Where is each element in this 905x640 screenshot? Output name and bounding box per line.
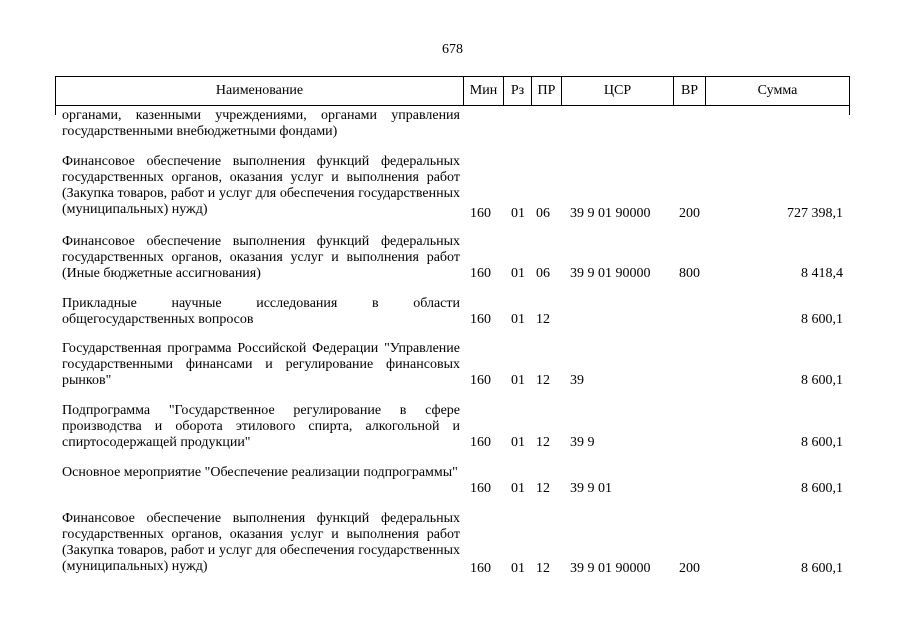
row-sum: 727 398,1 (787, 206, 843, 221)
table-right-border (849, 105, 850, 115)
row-min: 160 (470, 561, 491, 576)
row-name: Финансовое обеспечение выполнения функций федеральных государственных органов, оказания услуг и выполнения работ (Иные бюджетные ассигнования) (62, 234, 460, 281)
row-csr: 39 9 01 (570, 481, 612, 496)
row-pr: 12 (536, 373, 550, 388)
row-csr: 39 9 01 90000 (570, 206, 651, 221)
row-rz: 01 (511, 266, 525, 281)
row-sum: 8 600,1 (801, 373, 843, 388)
row-vr: 800 (679, 266, 700, 281)
row-pr: 12 (536, 561, 550, 576)
row-rz: 01 (511, 312, 525, 327)
row-sum: 8 600,1 (801, 481, 843, 496)
row-pr: 12 (536, 435, 550, 450)
row-min: 160 (470, 266, 491, 281)
row-rz: 01 (511, 481, 525, 496)
row-pr: 12 (536, 481, 550, 496)
row-min: 160 (470, 312, 491, 327)
header-csr: ЦСР (562, 77, 674, 105)
row-pr: 06 (536, 206, 550, 221)
row-rz: 01 (511, 435, 525, 450)
row-pr: 12 (536, 312, 550, 327)
table-header (55, 76, 850, 106)
header-rz: Рз (504, 77, 532, 105)
row-csr: 39 (570, 373, 584, 388)
header-min: Мин (464, 77, 504, 105)
row-name: Финансовое обеспечение выполнения функций федеральных государственных органов, оказания услуг и выполнения работ (Закупка товаров, работ и услуг для обеспечения государственных (муниципальных) нужд) (62, 511, 460, 574)
row-vr: 200 (679, 206, 700, 221)
row-min: 160 (470, 373, 491, 388)
row-sum: 8 600,1 (801, 312, 843, 327)
page-number: 678 (442, 42, 463, 57)
row-csr: 39 9 01 90000 (570, 266, 651, 281)
row-csr: 39 9 01 90000 (570, 561, 651, 576)
row-sum: 8 600,1 (801, 435, 843, 450)
row-name: Государственная программа Российской Федерации "Управление государственными финансами и регулирование финансовых рынков" (62, 341, 460, 388)
row-pr: 06 (536, 266, 550, 281)
header-pr: ПР (532, 77, 562, 105)
header-sum: Сумма (757, 83, 798, 98)
row-rz: 01 (511, 206, 525, 221)
row-csr: 39 9 (570, 435, 595, 450)
row-vr: 200 (679, 561, 700, 576)
row-sum: 8 600,1 (801, 561, 843, 576)
row-rz: 01 (511, 561, 525, 576)
row-min: 160 (470, 435, 491, 450)
table-left-border (55, 105, 56, 115)
row-name: органами, казенными учреждениями, органами управления государственными внебюджетными фондами) (62, 108, 460, 139)
row-rz: 01 (511, 373, 525, 388)
row-min: 160 (470, 206, 491, 221)
row-name: Прикладные научные исследования в области общегосударственных вопросов (62, 296, 460, 327)
row-min: 160 (470, 481, 491, 496)
row-name: Основное мероприятие "Обеспечение реализации подпрограммы" (62, 465, 458, 480)
header-vr: ВР (674, 77, 706, 105)
row-name: Подпрограмма "Государственное регулирование в сфере производства и оборота этилового спирта, алкогольной и спиртосодержащей продукции" (62, 403, 460, 450)
row-sum: 8 418,4 (801, 266, 843, 281)
row-name: Финансовое обеспечение выполнения функций федеральных государственных органов, оказания услуг и выполнения работ (Закупка товаров, работ и услуг для обеспечения государственных (муниципальных) нужд) (62, 154, 460, 217)
header-name: Наименование (56, 77, 464, 105)
